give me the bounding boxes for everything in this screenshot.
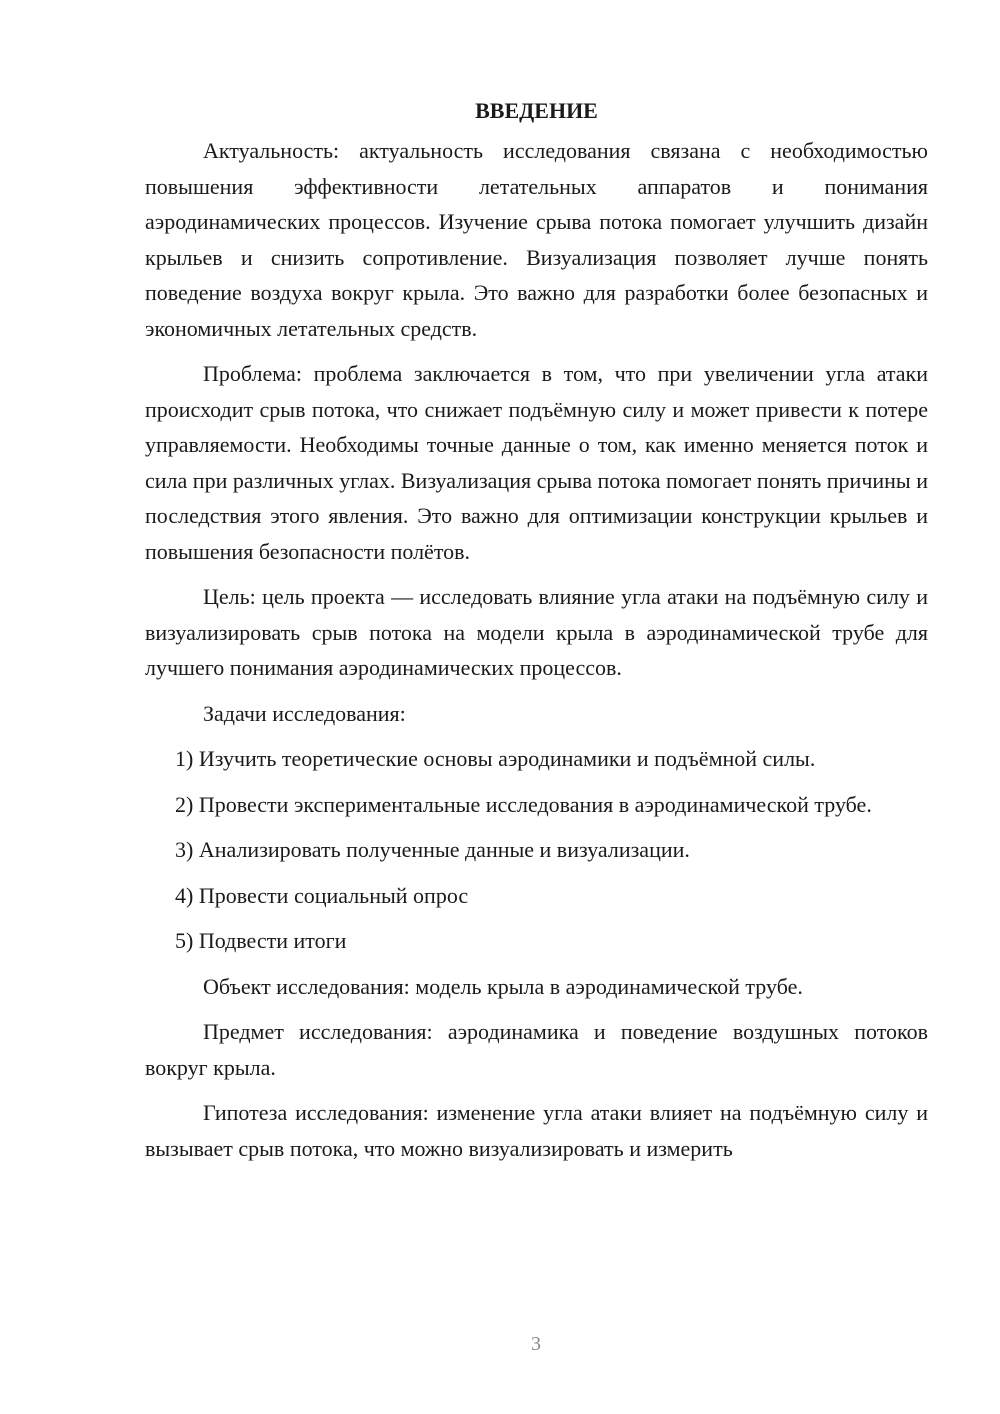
task-item-2: 2) Провести экспериментальные исследования в аэродинамической трубе. bbox=[175, 791, 872, 817]
goal-paragraph: Цель: цель проекта — исследовать влияние угла атаки на подъёмную силу и визуализировать срыв потока на модели крыла в аэродинамической трубе для лучшего понимания аэродинамических процессов. bbox=[145, 584, 928, 680]
object-paragraph: Объект исследования: модель крыла в аэродинамической трубе. bbox=[203, 973, 803, 999]
document-body bbox=[145, 95, 928, 1176]
problem-paragraph: Проблема: проблема заключается в том, что при увеличении угла атаки происходит срыв потока, что снижает подъёмную силу и может привести к потере управляемости. Необходимы точные данные о том, как именно меняется поток и сила при различных углах. Визуализация срыва потока помогает понять причины и последствия этого явления. Это важно для оптимизации конструкции крыльев и повышения безопасности полётов. bbox=[145, 361, 928, 564]
relevance-paragraph: Актуальность: актуальность исследования связана с необходимостью повышения эффективности летательных аппаратов и понимания аэродинамических процессов. Изучение срыва потока помогает улучшить дизайн крыльев и снизить сопротивление. Визуализация позволяет лучше понять поведение воздуха вокруг крыла. Это важно для разработки более безопасных и экономичных летательных средств. bbox=[145, 138, 928, 341]
subject-paragraph: Предмет исследования: аэродинамика и поведение воздушных потоков вокруг крыла. bbox=[145, 1019, 928, 1080]
page-title: ВВЕДЕНИЕ bbox=[475, 98, 598, 123]
hypothesis-paragraph: Гипотеза исследования: изменение угла атаки влияет на подъёмную силу и вызывает срыв потока, что можно визуализировать и измерить bbox=[145, 1100, 928, 1161]
tasks-heading: Задачи исследования: bbox=[203, 700, 406, 726]
task-item-5: 5) Подвести итоги bbox=[175, 928, 347, 953]
task-item-1: 1) Изучить теоретические основы аэродинамики и подъёмной силы. bbox=[175, 746, 816, 771]
task-item-3: 3) Анализировать полученные данные и визуализации. bbox=[175, 837, 690, 862]
task-item-4: 4) Провести социальный опрос bbox=[175, 882, 469, 908]
page-number: 3 bbox=[531, 1333, 541, 1355]
